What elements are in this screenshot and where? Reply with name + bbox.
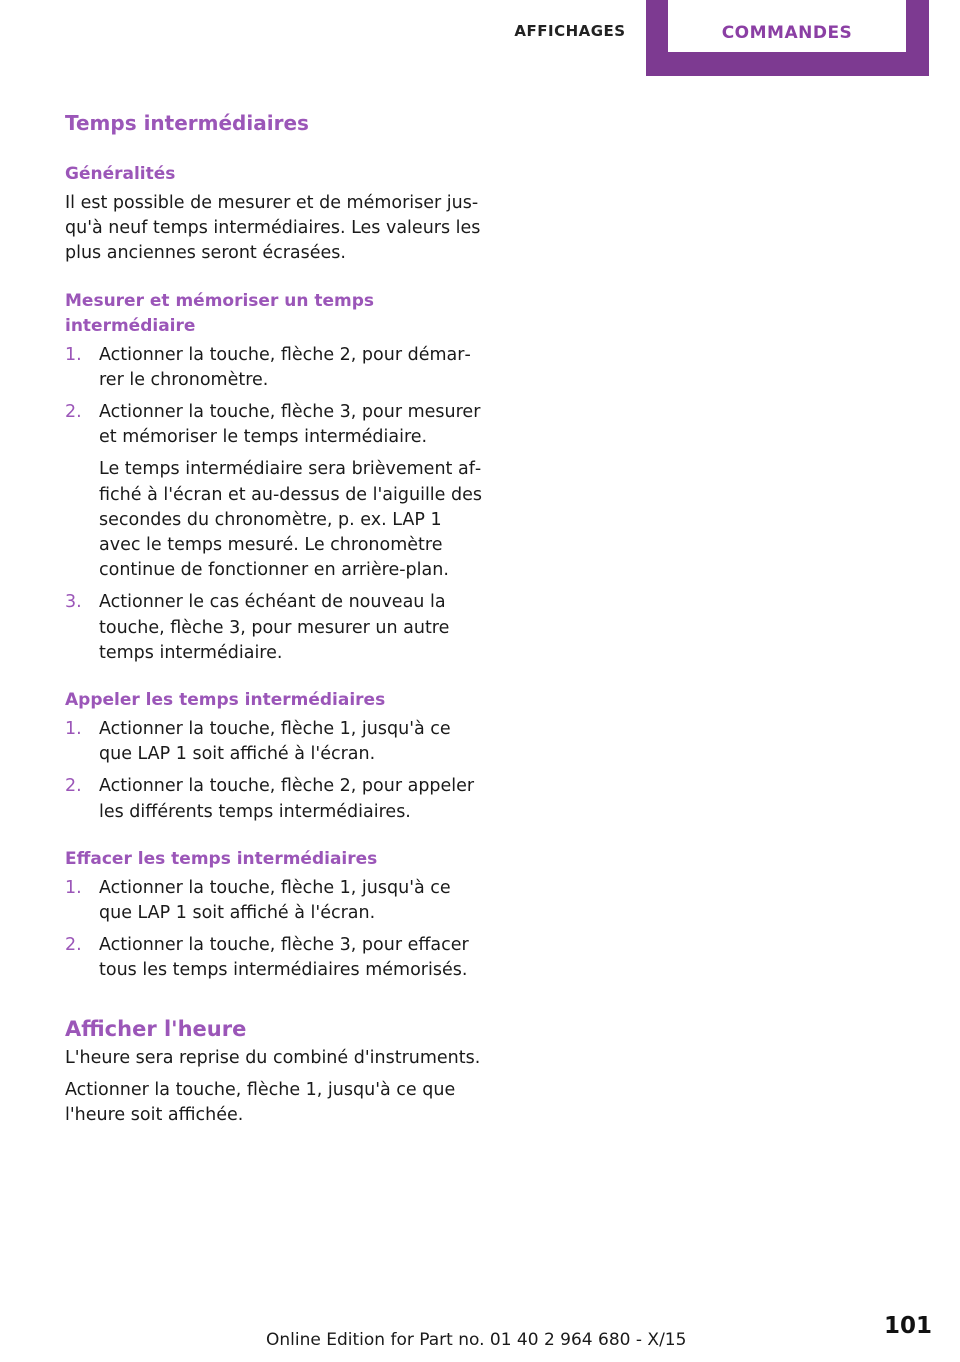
nav-section-commandes-tab[interactable]: [646, 0, 929, 76]
page-number: 101: [884, 1313, 933, 1339]
step-text: Actionner la touche, flèche 2, pour appeler les différents temps intermédiaires.: [99, 776, 475, 822]
nav-section-affichages[interactable]: AFFICHAGES: [514, 22, 626, 40]
step-number: 1.: [65, 877, 82, 898]
step-text: Actionner le cas échéant de nouveau la touche, flèche 3, pour mesurer un autre temps intermédiaire.: [99, 592, 450, 663]
list-item: [65, 717, 485, 767]
nav-section-commandes-label[interactable]: COMMANDES: [668, 0, 906, 52]
effacer-steps: [65, 876, 485, 984]
appeler-steps: [65, 717, 485, 825]
list-item: [65, 590, 485, 666]
section-heading-mesurer: Mesurer et mémoriser un temps intermédiaire: [65, 290, 375, 336]
list-item: [65, 876, 485, 926]
step-text: Actionner la touche, flèche 3, pour mesurer et mémoriser le temps intermédiaire.: [99, 402, 481, 448]
step-number: 3.: [65, 592, 82, 613]
step-subtext: Le temps intermédiaire sera brièvement affiché à l'écran et au-dessus de l'aiguille des secondes du chronomètre, p. ex. LAP 1 avec le temps mesuré. Le chronomètre continue de fonctionner en arrière-plan.: [99, 459, 482, 581]
list-item: [65, 343, 485, 393]
list-item: [65, 400, 485, 583]
list-item: [65, 933, 485, 983]
step-text: Actionner la touche, flèche 2, pour démarrer le chronomètre.: [99, 344, 471, 390]
section-title-heure: Afficher l'heure: [65, 1016, 247, 1041]
step-number: 1.: [65, 719, 82, 740]
step-text: Actionner la touche, flèche 1, jusqu'à ce que LAP 1 soit affiché à l'écran.: [99, 719, 451, 765]
mesurer-steps: [65, 343, 485, 666]
step-number: 1.: [65, 344, 82, 365]
step-number: 2.: [65, 776, 82, 797]
section-heading-appeler: Appeler les temps intermédiaires: [65, 690, 386, 711]
generalites-text: Il est possible de mesurer et de mémoriser jusqu'à neuf temps intermédiaires. Les valeurs les plus anciennes seront écrasées.: [65, 193, 481, 264]
step-text: Actionner la touche, flèche 3, pour effacer tous les temps intermédiaires mémorisés.: [99, 935, 469, 981]
heure-para-2: Actionner la touche, flèche 1, jusqu'à ce que l'heure soit affichée.: [65, 1079, 456, 1126]
step-number: 2.: [65, 935, 82, 956]
section-heading-effacer: Effacer les temps intermédiaires: [65, 848, 378, 869]
header-nav: [0, 0, 960, 80]
main-content: [65, 106, 485, 1128]
section-heading-generalites: Généralités: [65, 164, 176, 184]
step-number: 2.: [65, 402, 82, 423]
footer-edition-note: Online Edition for Part no. 01 40 2 964 680 - X/15: [266, 1330, 687, 1350]
list-item: [65, 774, 485, 824]
page-title: Temps intermédiaires: [65, 111, 309, 135]
heure-para-1: L'heure sera reprise du combiné d'instruments.: [65, 1047, 481, 1068]
step-text: Actionner la touche, flèche 1, jusqu'à ce que LAP 1 soit affiché à l'écran.: [99, 877, 451, 924]
